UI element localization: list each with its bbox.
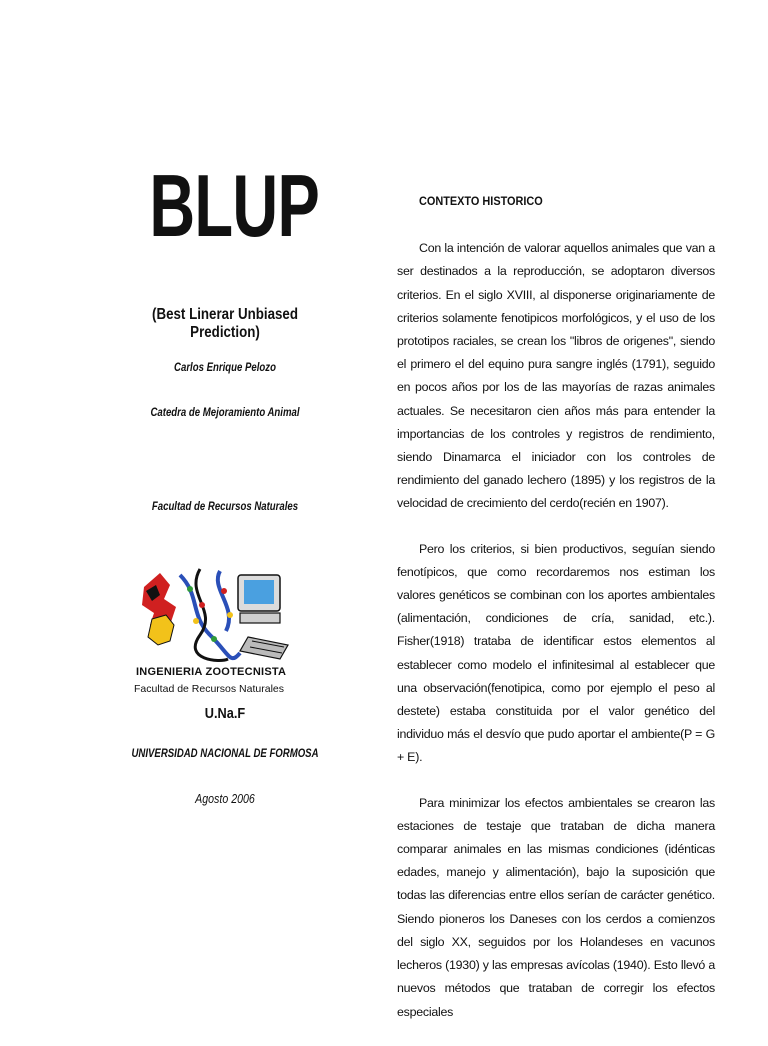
- catedra-name: Catedra de Mejoramiento Animal: [150, 405, 300, 419]
- cover-date: Agosto 2006: [195, 792, 255, 806]
- paragraph-3: Para minimizar los efectos ambientales se crearon las estaciones de testaje que trataban de dicha manera comparar animales en las mismas condiciones (idénticas edades, manejo y alimentación), bajo la suposición que todas las diferencias entre ellos serían de carácter genético. Siendo pioneros los Daneses con los cerdos a comienzos del siglo XX, seguidos por los Holandeses en vacunos lecheros (1930) y las empresas avícolas (1940). Esto llevó a nuevos métodos que trataban de corregir los efectos especiales: [397, 795, 715, 1019]
- cover-title: BLUP: [149, 156, 320, 255]
- cover-subtitle: (Best Linerar Unbiased Prediction): [152, 306, 298, 341]
- section-heading: CONTEXTO HISTORICO: [419, 194, 543, 208]
- content-column: [397, 190, 715, 1046]
- author-name: Carlos Enrique Pelozo: [174, 360, 276, 374]
- logo-text-1: INGENIERIA ZOOTECNISTA: [136, 666, 286, 678]
- paragraph-2: Pero los criterios, si bien productivos, seguían siendo fenotípicos, que como recordaremos nos estiman los valores genéticos se combinan con los aportes ambientales (alimentación, condiciones de cría, sanidad, etc.). Fisher(1918) trataba de identificar estos elementos al establecer como modelo el infinitesimal al establecer que una observación(fenotipica, como por ejemplo el peso al destete) estaba constituida por el valor genético del individuo más el desvío que pudo aportar el ambiente(P = G + E).: [397, 541, 715, 765]
- logo-text-2: Facultad de Recursos Naturales: [134, 683, 284, 695]
- paragraph-1: Con la intención de valorar aquellos animales que van a ser destinados a la reproducción, se adoptaron diversos criterios. En el siglo XVIII, al disponerse originariamente de criterios solamente fenotipicos morfológicos, y el uso de los prototipos raciales, se crean los "libros de origenes", siendo el primero el del equino pura sangre inglés (1791), seguido en pocos años por los de las mayorías de razas animales actuales. Se necesitaron cien años más para entender la importancias de los controles y registros de rendimiento, siendo Dinamarca el iniciador con los controles de rendimiento del ganado lechero (1895) y los registros de la velocidad de crecimiento del cerdo(recién en 1907).: [397, 241, 715, 511]
- facultad-name: Facultad de Recursos Naturales: [151, 499, 299, 513]
- ingenieria-zootecnista-logo: [130, 555, 300, 700]
- unaf-acronym: U.Na.F: [204, 705, 246, 722]
- universidad-name: UNIVERSIDAD NACIONAL DE FORMOSA: [131, 746, 319, 760]
